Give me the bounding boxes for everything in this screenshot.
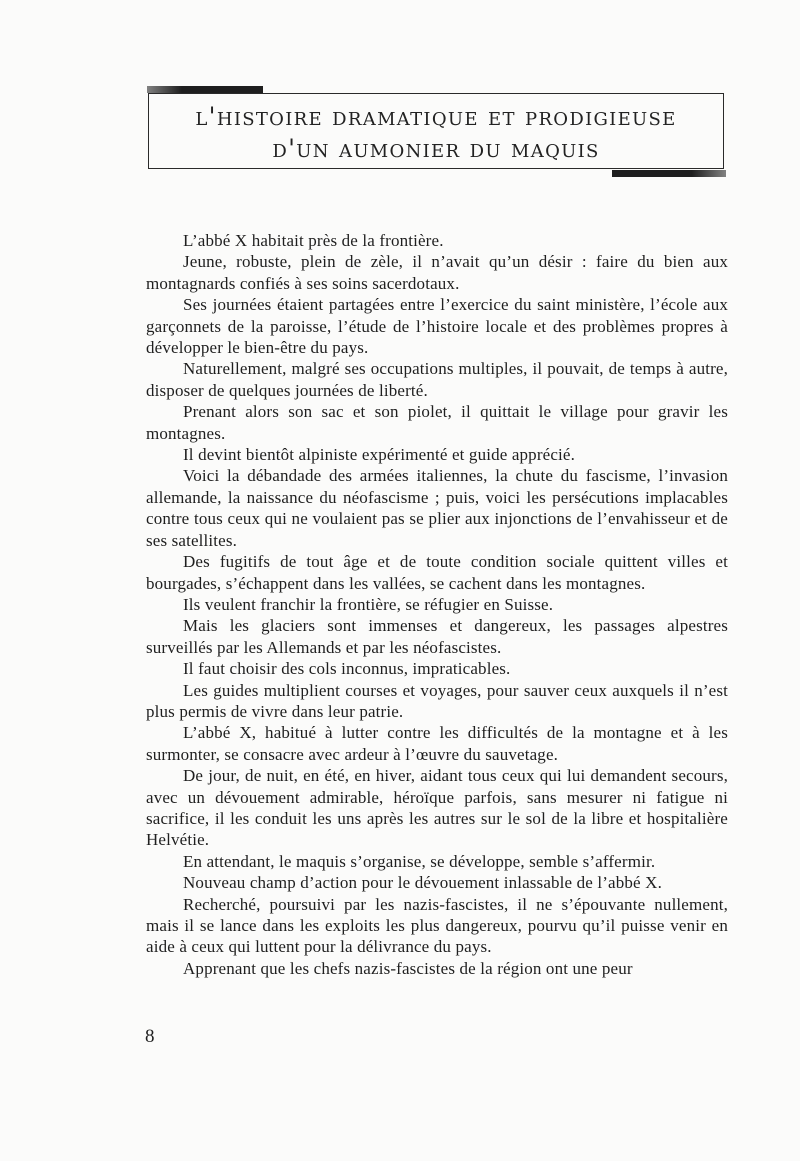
paragraph: Nouveau champ d’action pour le dévouement inlassable de l’abbé X. [183, 873, 662, 893]
paragraph: Ils veulent franchir la frontière, se réfugier en Suisse. [183, 594, 554, 614]
page-number: 8 [145, 1026, 155, 1047]
paragraph: Il faut choisir des cols inconnus, impraticables. [183, 659, 511, 679]
paragraph: Prenant alors son sac et son piolet, il quittait le village pour gravir les montagnes. [146, 402, 728, 443]
title-decorative-bar-bottom [612, 170, 726, 177]
title-line-1: l'histoire dramatique et prodigieuse [195, 102, 677, 131]
paragraph: Il devint bientôt alpiniste expérimenté et guide apprécié. [183, 445, 576, 465]
body-text [146, 230, 728, 979]
paragraph: Naturellement, malgré ses occupations multiples, il pouvait, de temps à autre, disposer de quelques journées de liberté. [146, 359, 728, 400]
title-box [148, 93, 724, 169]
paragraph: Des fugitifs de tout âge et de toute condition sociale quittent villes et bourgades, s’échappent dans les vallées, se cachent dans les montagnes. [146, 552, 728, 593]
paragraph: Voici la débandade des armées italiennes, la chute du fascisme, l’invasion allemande, la naissance du néofascisme ; puis, voici les persécutions implacables contre tous ceux qui ne voulaient pas se plier aux injonctions de l’envahisseur et de ses satellites. [146, 466, 728, 550]
paragraph: En attendant, le maquis s’organise, se développe, semble s’affermir. [183, 851, 656, 871]
paragraph: Ses journées étaient partagées entre l’exercice du saint ministère, l’école aux garçonnets de la paroisse, l’étude de l’histoire locale et des problèmes propres à développer le bien-être du pays. [146, 295, 728, 358]
paragraph: Jeune, robuste, plein de zèle, il n’avait qu’un désir : faire du bien aux montagnards confiés à ses soins sacerdotaux. [146, 252, 728, 293]
title-decorative-bar-top [147, 86, 263, 93]
paragraph: L’abbé X habitait près de la frontière. [183, 231, 444, 250]
paragraph: De jour, de nuit, en été, en hiver, aidant tous ceux qui lui demandent secours, avec un dévouement admirable, héroïque parfois, sans mesurer ni fatigue ni sacrifice, il les conduit les uns après les autres sur le sol de la libre et hospitalière Helvétie. [146, 766, 728, 850]
paragraph: Mais les glaciers sont immenses et dangereux, les passages alpestres surveillés par les Allemands et par les néofascistes. [146, 616, 728, 657]
paragraph: L’abbé X, habitué à lutter contre les difficultés de la montagne et à les surmonter, se consacre avec ardeur à l’œuvre du sauvetage. [146, 723, 728, 764]
paragraph: Apprenant que les chefs nazis-fascistes de la région ont une peur [183, 958, 633, 978]
title-line-2: d'un aumonier du maquis [272, 134, 600, 163]
paragraph: Recherché, poursuivi par les nazis-fascistes, il ne s’épouvante nullement, mais il se lance dans les exploits les plus dangereux, pourvu qu’il puisse venir en aide à ceux qui luttent pour la délivrance du pays. [146, 894, 728, 957]
paragraph: Les guides multiplient courses et voyages, pour sauver ceux auxquels il n’est plus permis de vivre dans leur patrie. [146, 680, 728, 721]
